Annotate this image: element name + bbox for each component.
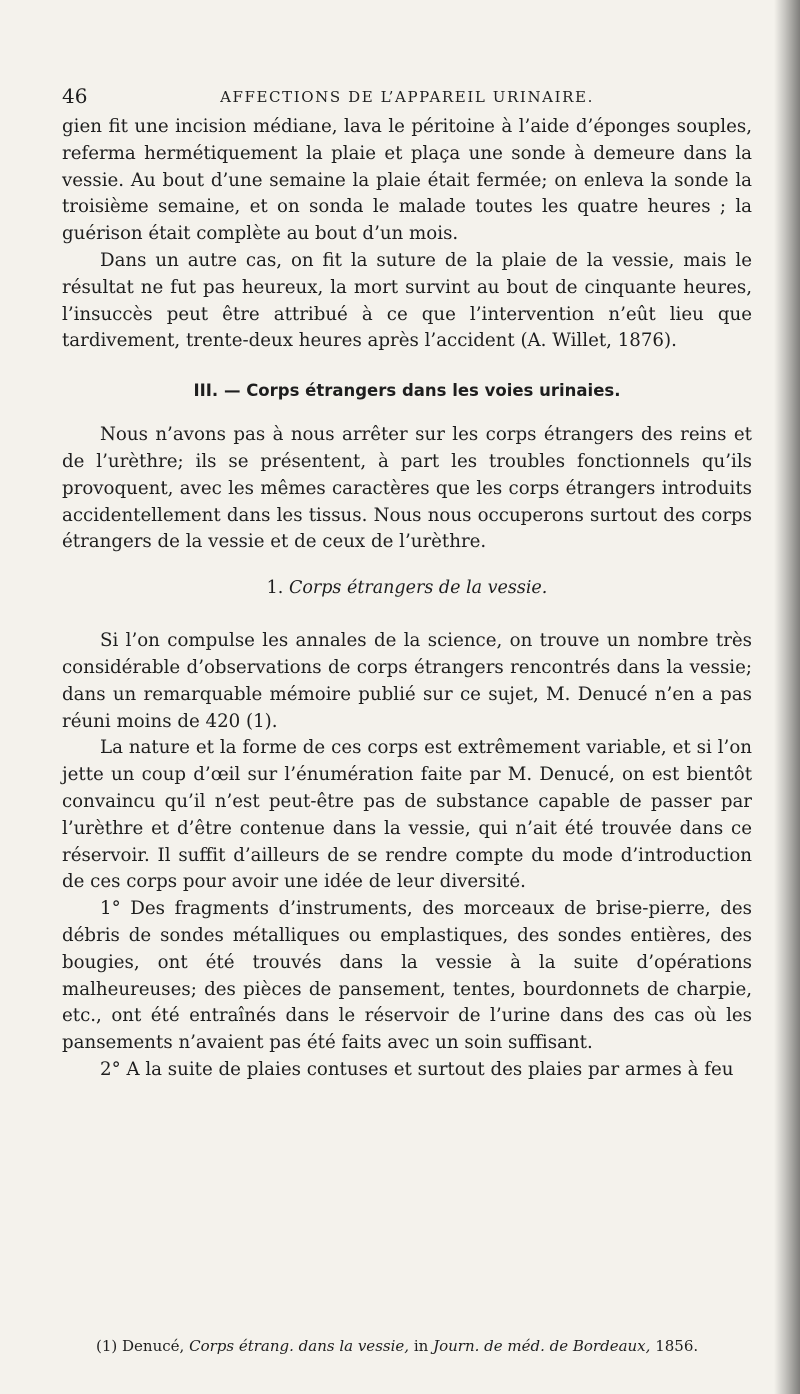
subsection-number: 1. bbox=[266, 578, 284, 599]
footnote-marker: (1) bbox=[96, 1337, 118, 1355]
running-head bbox=[62, 84, 752, 114]
scan-edge-shadow bbox=[774, 0, 800, 1394]
paragraph-item-1: 1° Des fragments d’instruments, des morceaux de brise-pierre, des débris de sondes métalliques ou emplastiques, des sondes entières, des bougies, ont été trouvés dans la vessie à la suite d’opérations malheureuses; des pièces de pansement, tentes, bourdonnets de charpie, etc., ont été entraînés dans le réservoir de l’urine dans des cas où les pansements n’avaient pas été faits avec un soin suffisant. bbox=[62, 898, 752, 1054]
footnote-year: 1856. bbox=[655, 1337, 699, 1355]
paragraph-continued: gien fit une incision médiane, lava le péritoine à l’aide d’éponges souples, referma hermétiquement la plaie et plaça une sonde à demeure dans la vessie. Au bout d’une semaine la plaie était fermée; on enleva la sonde la troisième semaine, et on sonda le malade toutes les quatre heures ; la guérison était complète au bout d’un mois. bbox=[62, 116, 752, 245]
subsection-heading bbox=[62, 578, 752, 598]
footnote bbox=[62, 1336, 752, 1356]
footnote-journal: Journ. de méd. de Bordeaux, bbox=[433, 1337, 651, 1355]
footnote-author: Denucé, bbox=[122, 1337, 185, 1355]
section-heading: III. — Corps étrangers dans les voies urinaies. bbox=[193, 381, 621, 401]
page-number: 46 bbox=[62, 84, 88, 108]
page-body bbox=[62, 114, 752, 1084]
paragraph-nature: La nature et la forme de ces corps est extrêmement variable, et si l’on jette un coup d’œil sur l’énumération faite par M. Denucé, on est bientôt convaincu qu’il n’est peut-être pas de substance capable de passer par l’urèthre et d’être contenue dans la vessie, qui n’ait été trouvée dans ce réservoir. Il suffit d’ailleurs de se rendre compte du mode d’introduction de ces corps pour avoir une idée de leur diversité. bbox=[62, 737, 752, 893]
paragraph-section-intro: Nous n’avons pas à nous arrêter sur les corps étrangers des reins et de l’urèthre; ils se présentent, à part les troubles fonctionnels qu’ils provoquent, avec les mêmes caractères que les corps étrangers introduits accidentellement dans les tissus. Nous nous occuperons surtout des corps étrangers de la vessie et de ceux de l’urèthre. bbox=[62, 424, 752, 553]
footnote-in: in bbox=[413, 1337, 429, 1355]
paragraph-item-2: 2° A la suite de plaies contuses et surtout des plaies par armes à feu bbox=[100, 1058, 734, 1080]
paragraph-willet: Dans un autre cas, on fit la suture de la plaie de la vessie, mais le résultat ne fut pas heureux, la mort survint au bout de cinquante heures, l’insuccès peut être attribué à ce que l’intervention n’eût lieu que tardivement, trente-deux heures après l’accident (A. Willet, 1876). bbox=[62, 249, 752, 352]
subsection-title: Corps étrangers de la vessie. bbox=[288, 578, 548, 599]
paragraph-annales: Si l’on compulse les annales de la science, on trouve un nombre très considérable d’observations de corps étrangers rencontrés dans la vessie; dans un remarquable mémoire publié sur ce sujet, M. Denucé n’en a pas réuni moins de 420 (1). bbox=[62, 630, 752, 732]
footnote-title: Corps étrang. dans la vessie, bbox=[189, 1337, 410, 1355]
running-title: AFFECTIONS DE L’APPAREIL URINAIRE. bbox=[220, 88, 594, 106]
